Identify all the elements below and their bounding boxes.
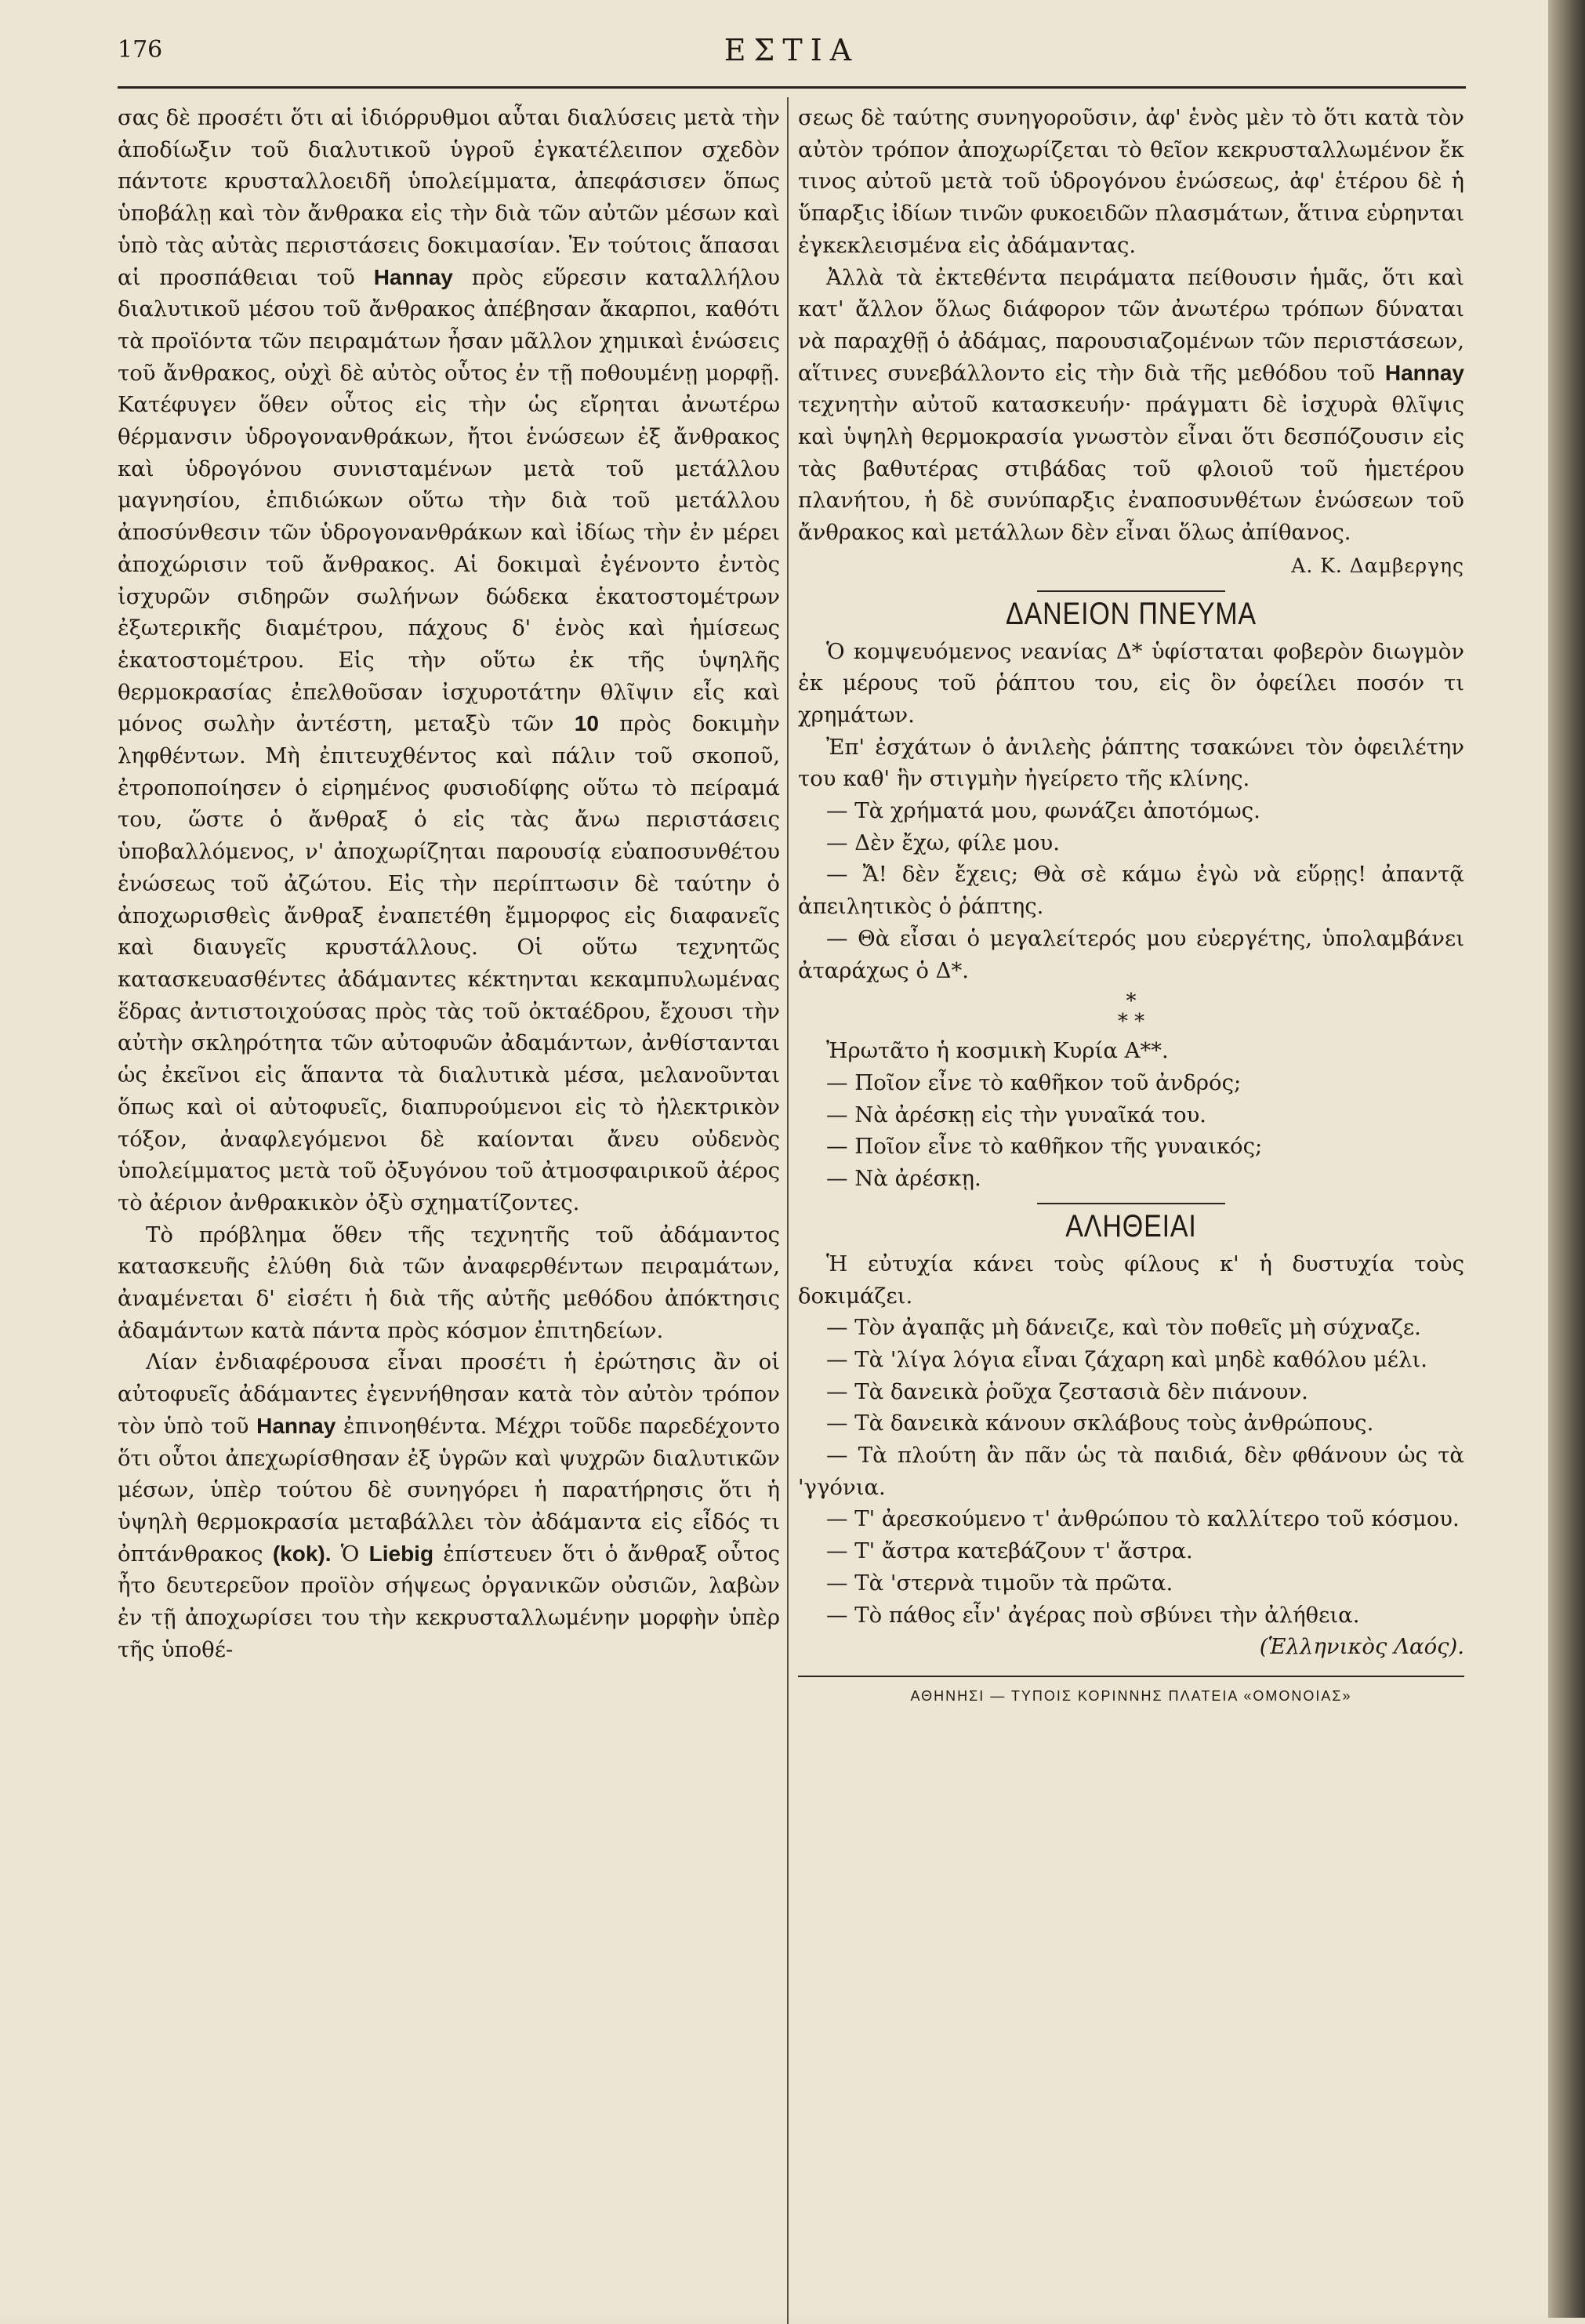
section1-dialogue-7: — Ποῖον εἶνε τὸ καθῆκον τῆς γυναικός; bbox=[826, 1134, 1263, 1160]
proverb-7: — Τ' ἄστρα κατεβάζουν τ' ἄστρα. bbox=[826, 1538, 1193, 1564]
page-number: 176 bbox=[118, 36, 163, 64]
right-column bbox=[798, 102, 1464, 1712]
left-paragraph-2: Τὸ πρόβλημα ὅθεν τῆς τεχνητῆς τοῦ ἀδάμαντος κατασκευῆς ἐλύθη διὰ τῶν ἀναφερθέντων πειραμάτων, ἀναμένεται δ' εἰσέτι ἡ διὰ τῆς αὐτῆς μεθόδου ἀπόκτησις ἀδαμάντων κατὰ πάντα πρὸς κόσμον ἐπιτηδείων. bbox=[118, 1222, 780, 1343]
section1-dialogue-3: — Ἄ! δὲν ἔχεις; Θὰ σὲ κάμω ἐγὼ νὰ εὕρῃς! ἀπαντᾷ ἀπειλητικὸς ὁ ῥάπτης. bbox=[798, 862, 1464, 920]
section1-dialogue-2: — Δὲν ἔχω, φίλε μου. bbox=[826, 830, 1060, 855]
section-title-alitheiai: ΑΛΗΘΕΙΑΙ bbox=[1065, 1208, 1197, 1244]
name-liebig: Liebig bbox=[368, 1541, 434, 1566]
term-kok: (kok). bbox=[272, 1541, 332, 1566]
proverb-9: — Τὸ πάθος εἶν' ἀγέρας ποὺ σβύνει τὴν ἀλήθεια. bbox=[826, 1602, 1360, 1628]
proverb-4: — Τὰ δανεικὰ κάνουν σκλάβους τοὺς ἀνθρώπους. bbox=[826, 1411, 1374, 1436]
proverb-5: — Τὰ πλούτη ἂν πᾶν ὡς τὰ παιδιά, δὲν φθάνουν ὡς τὰ 'γγόνια. bbox=[798, 1443, 1464, 1500]
section1-paragraph-2: Ἐπ' ἐσχάτων ὁ ἀνιλεὴς ῥάπτης τσακώνει τὸν ὀφειλέτην του καθ' ἣν στιγμὴν ἠγείρετο τῆς κλίνης. bbox=[798, 734, 1464, 792]
section1-dialogue-1: — Τὰ χρήματά μου, φωνάζει ἀποτόμως. bbox=[826, 798, 1260, 824]
footer-rule bbox=[798, 1676, 1464, 1677]
proverb-1: — Τὸν ἀγαπᾷς μὴ δάνειζε, καὶ τὸν ποθεῖς μὴ σύχναζε. bbox=[826, 1315, 1421, 1341]
proverb-3: — Τὰ δανεικὰ ῥοῦχα ζεστασιὰ δὲν πιάνουν. bbox=[826, 1378, 1308, 1404]
name-hannay: Hannay bbox=[373, 264, 453, 289]
section-separator bbox=[1037, 590, 1225, 592]
section2-paragraph-1: Ἡ εὐτυχία κάνει τοὺς φίλους κ' ἡ δυστυχία τοὺς δοκιμάζει. bbox=[798, 1251, 1464, 1309]
page-edge-shadow bbox=[1548, 0, 1585, 2318]
section1-dialogue-5: — Ποῖον εἶνε τὸ καθῆκον τοῦ ἀνδρός; bbox=[826, 1069, 1242, 1095]
asterism: * * * bbox=[1117, 990, 1145, 1034]
column-divider bbox=[787, 97, 789, 2324]
header-rule bbox=[118, 86, 1466, 89]
right-paragraph-2: Ἀλλὰ τὰ ἐκτεθέντα πειράματα πείθουσιν ἡμᾶς, ὅτι καὶ κατ' ἄλλον ὅλως διάφορον τῶν ἀνωτέρω τρόπων δύναται νὰ παραχθῇ ὁ ἀδάμας, παρουσιαζομένων τῶν περιστάσεων, αἵτινες συνεβάλλοντο εἰς τὴν διὰ τῆς μεθόδου τοῦ Hannay τεχνητὴν αὐτοῦ κατασκευήν· πράγματι δὲ ἰσχυρὰ θλῖψις καὶ ὑψηλὴ θερμοκρασία γνωστὸν εἶναι ὅτι δεσπόζουσιν εἰς τὰς βαθυτέρας στιβάδας τοῦ φλοιοῦ τοῦ ἡμετέρου πλανήτου, ἡ δὲ συνύπαρξις ἐναποσυνθέτων ἑνώσεων τοῦ ἄνθρακος καὶ μετάλλων δὲν εἶναι ὅλως ἀπίθανος. bbox=[798, 264, 1464, 546]
section1-dialogue-6: — Νὰ ἀρέσκῃ εἰς τὴν γυναῖκά του. bbox=[826, 1102, 1207, 1128]
section-separator-2 bbox=[1037, 1203, 1225, 1204]
section1-dialogue-8: — Νὰ ἀρέσκῃ. bbox=[826, 1166, 981, 1192]
section1-dialogue-4: — Θὰ εἶσαι ὁ μεγαλείτερός μου εὐεργέτης, ὑπολαμβάνει ἀταράχως ὁ Δ*. bbox=[798, 925, 1464, 983]
proverb-8: — Τὰ 'στερνὰ τιμοῦν τὰ πρῶτα. bbox=[826, 1570, 1173, 1596]
section1-paragraph-1: Ὁ κομψευόμενος νεανίας Δ* ὑφίσταται φοβερὸν διωγμὸν ἐκ μέρους τοῦ ῥάπτου του, εἰς ὃν ὀφείλει ποσόν τι χρημάτων. bbox=[798, 638, 1464, 728]
name-hannay-3: Hannay bbox=[1384, 360, 1464, 385]
name-hannay-2: Hannay bbox=[256, 1413, 336, 1438]
left-paragraph-1: σας δὲ προσέτι ὅτι αἱ ἰδιόρρυθμοι αὗται διαλύσεις μετὰ τὴν ἀποδίωξιν τοῦ διαλυτικοῦ ὑγροῦ ἐγκατέλειπον σχεδὸν πάντοτε κρυσταλλοειδῆ ὑπολείμματα, ἀπεφάσισεν ὅπως ὑποβάλῃ καὶ τὸν ἄνθρακα εἰς τὴν διὰ τῶν αὐτῶν μέσων καὶ ὑπὸ τὰς αὐτὰς περιστάσεις δοκιμασίαν. Ἐν τούτοις ἅπασαι αἱ προσπάθειαι τοῦ Hannay πρὸς εὕρεσιν καταλλήλου διαλυτικοῦ μέσου τοῦ ἄνθρακος ἀπέβησαν ἄκαρποι, καθότι τὰ προϊόντα τῶν πειραμάτων ἦσαν μᾶλλον χημικαὶ ἑνώσεις τοῦ ἄνθρακος, οὐχὶ δὲ αὐτὸς οὗτος ἐν τῇ ποθουμένῃ μορφῇ. Κατέφυγεν ὅθεν οὗτος εἰς τὴν ὡς εἴρηται ἀνωτέρω θέρμανσιν ὑδρογονανθράκων, ἤτοι ἑνώσεων ἐξ ἄνθρακος καὶ ὑδρογόνου συνισταμένων μετὰ τοῦ μετάλλου μαγνησίου, ἐπιδιώκων οὕτω τὴν διὰ τοῦ μετάλλου ἀποσύνθεσιν τῶν ὑδρογονανθράκων καὶ ἰδίως τὴν ἐν μέρει ἀποχώρισιν τοῦ ἄνθρακος. Αἱ δοκιμαὶ ἐγένοντο ἐντὸς ἰσχυρῶν σιδηρῶν σωλήνων δώδεκα ἑκατοστομέτρων ἐξωτερικῆς διαμέτρου, πάχους δ' ἑνὸς καὶ ἡμίσεως ἑκατοστομέτρου. Εἰς τὴν οὕτω ἐκ τῆς ὑψηλῆς θερμοκρασίας ἐπελθοῦσαν ἰσχυροτάτην θλῖψιν εἷς καὶ μόνος σωλὴν ἀντέστη, μεταξὺ τῶν 10 πρὸς δοκιμὴν ληφθέντων. Μὴ ἐπιτευχθέντος καὶ πάλιν τοῦ σκοποῦ, ἐτροποποίησεν ὁ εἰρημένος φυσιοδίφης οὕτω τὸ πείραμά του, ὥστε ὁ ἄνθραξ ὁ εἰς τὰς ἄνω περιστάσεις ὑποβαλλόμενος, ν' ἀποχωρίζηται παρουσίᾳ εὐαποσυνθέτου ἑνώσεως τοῦ ἀζώτου. Εἰς τὴν περίπτωσιν δὲ ταύτην ὁ ἀποχωρισθεὶς ἄνθραξ ἐναπετέθη ἔμμορφος εἰς διαφανεῖς καὶ διαυγεῖς κρυστάλλους. Οἱ οὕτω τεχνητῶς κατασκευασθέντες ἀδάμαντες κέκτηνται κεκαμπυλωμένας ἕδρας ἀντιστοιχούσας πρὸς τὰς τοῦ ὀκταέδρου, ἔχουσι τὴν αὐτὴν σκληρότητα τῶν αὐτοφυῶν ἀδαμάντων, ἀνθίστανται ὡς ἐκεῖνοι εἰς ἅπαντα τὰ διαλυτικὰ μέσα, μελανοῦνται ὅπως καὶ οἱ αὐτοφυεῖς, διαπυρούμενοι εἰς τὸ ἠλεκτρικὸν τόξον, ἀναφλεγόμενοι δὲ καίονται ἄνευ οὐδενὸς ὑπολείμματος μετὰ τοῦ ὀξυγόνου τοῦ ἀτμοσφαιρικοῦ ἀέρος τὸ ἀέριον ἀνθρακικὸν ὀξὺ σχηματίζοντες. bbox=[118, 105, 780, 1215]
proverb-6: — Τ' ἀρεσκούμενο τ' ἀνθρώπου τὸ καλλίτερο τοῦ κόσμου. bbox=[826, 1506, 1460, 1532]
printer-imprint: ΑΘΗΝΗΣΙ — ΤΥΠΟΙΣ ΚΟΡΙΝΝΗΣ ΠΛΑΤΕΙΑ «ΟΜΟΝΟΙΑΣ» bbox=[910, 1687, 1352, 1704]
section-title-daneion-pneuma: ΔΑΝΕΙΟΝ ΠΝΕΥΜΑ bbox=[1006, 596, 1257, 631]
proverb-2: — Τὰ 'λίγα λόγια εἶναι ζάχαρη καὶ μηδὲ καθόλου μέλι. bbox=[826, 1346, 1427, 1372]
left-column bbox=[118, 102, 780, 1665]
page-header bbox=[118, 33, 1466, 80]
author-signature: Α. Κ. Δαμβεργης bbox=[1291, 554, 1464, 577]
publication-title: ΕΣΤΙΑ bbox=[724, 33, 860, 67]
section1-paragraph-3: Ἠρωτᾶτο ἡ κοσμικὴ Κυρία Α**. bbox=[826, 1038, 1169, 1064]
source-attribution: (Ἑλληνικὸς Λαός). bbox=[1259, 1634, 1464, 1660]
number-10: 10 bbox=[574, 711, 599, 736]
right-paragraph-1: σεως δὲ ταύτης συνηγοροῦσιν, ἀφ' ἑνὸς μὲν τὸ ὅτι κατὰ τὸν αὐτὸν τρόπον ἀποχωρίζεται τὸ θεῖον κεκρυσταλλωμένον ἔκ τινος αὐτοῦ μετὰ τοῦ ὑδρογόνου ἑνώσεως, ἀφ' ἑτέρου δὲ ἡ ὕπαρξις ἰδίων τινῶν φυκοειδῶν πλασμάτων, ἅτινα εὑρηνται ἐγκεκλεισμένα εἰς ἀδάμαντας. bbox=[798, 105, 1465, 258]
left-paragraph-3: Λίαν ἐνδιαφέρουσα εἶναι προσέτι ἡ ἐρώτησις ἂν οἱ αὐτοφυεῖς ἀδάμαντες ἐγεννήθησαν κατὰ τὸν αὐτὸν τρόπον τὸν ὑπὸ τοῦ Hannay ἐπινοηθέντα. Μέχρι τοῦδε παρεδέχοντο ὅτι οὗτοι ἀπεχωρίσθησαν ἐξ ὑγρῶν καὶ ψυχρῶν διαλυτικῶν μέσων, ὑπὲρ τούτου δὲ συνηγόρει ἡ παρατήρησις ὅτι ἡ ὑψηλὴ θερμοκρασία μεταβάλλει τὸν ἀδάμαντα εἰς εἶδός τι ὀπτάνθρακος (kok). Ὁ Liebig ἐπίστευεν ὅτι ὁ ἄνθραξ οὗτος ἦτο δευτερεῦον προϊὸν σήψεως ὀργανικῶν οὐσιῶν, λαβὼν ἐν τῇ ἀποχωρίσει του τὴν κεκρυσταλλωμένην μορφὴν ὑπὲρ τῆς ὑποθέ- bbox=[118, 1349, 781, 1662]
